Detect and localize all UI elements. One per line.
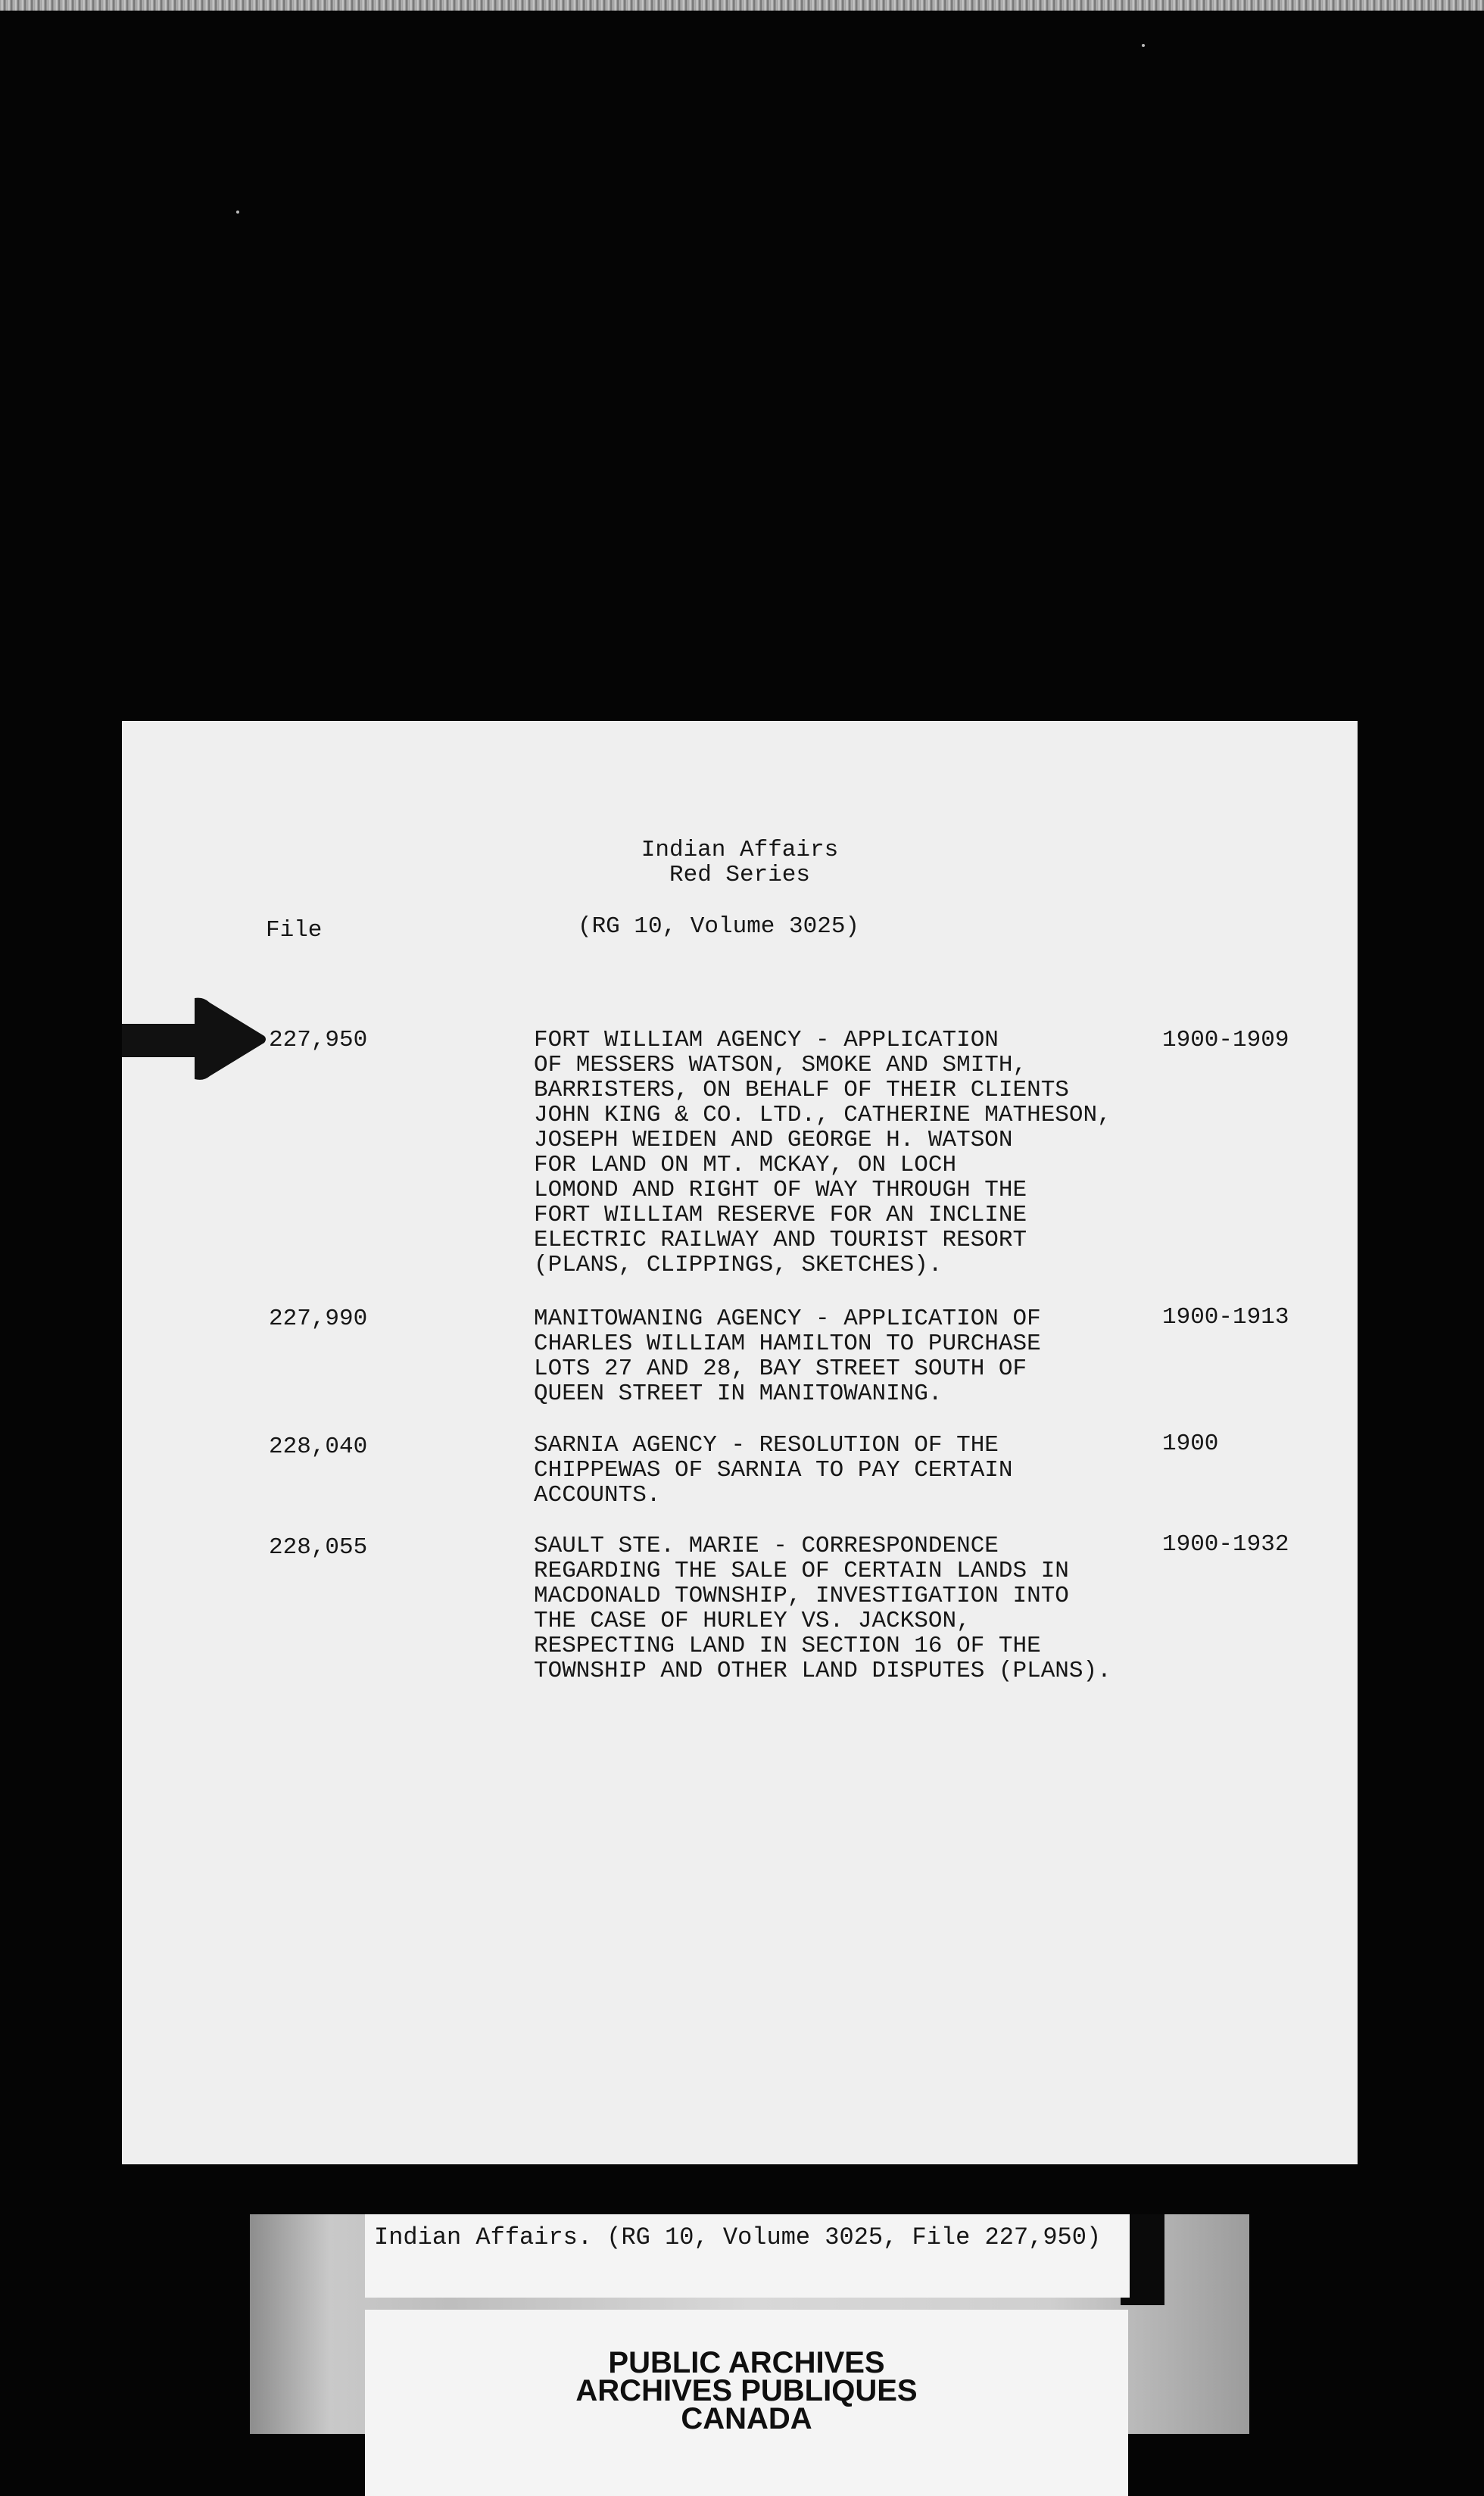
entry-line: FOR LAND ON MT. MCKAY, ON LOCH (534, 1152, 957, 1178)
date-range: 1900-1913 (1162, 1304, 1289, 1331)
file-number: 227,990 (269, 1306, 368, 1332)
date-range: 1900-1909 (1162, 1027, 1289, 1053)
entry-line: CHIPPEWAS OF SARNIA TO PAY CERTAIN (534, 1457, 1013, 1484)
entry-line: QUEEN STREET IN MANITOWANING. (534, 1381, 943, 1407)
entry-line: JOSEPH WEIDEN AND GEORGE H. WATSON (534, 1127, 1013, 1153)
film-edge (0, 0, 1484, 11)
file-column-label: File (266, 917, 323, 944)
entry-line: SAULT STE. MARIE - CORRESPONDENCE (534, 1533, 999, 1559)
arrow-right-icon (122, 992, 273, 1090)
stamp-line-country: CANADA (681, 2402, 812, 2435)
header-title: Indian Affairs (641, 837, 839, 863)
archive-slip (250, 2214, 1249, 2496)
entry-line: LOTS 27 AND 28, BAY STREET SOUTH OF (534, 1356, 1027, 1382)
entry-line: MANITOWANING AGENCY - APPLICATION OF (534, 1306, 1041, 1332)
reference-text: Indian Affairs. (RG 10, Volume 3025, File 227,950) (374, 2223, 1102, 2251)
entry-line: CHARLES WILLIAM HAMILTON TO PURCHASE (534, 1331, 1041, 1357)
file-number: 227,950 (269, 1027, 368, 1053)
entry-line: LOMOND AND RIGHT OF WAY THROUGH THE (534, 1177, 1027, 1203)
entry-line: SARNIA AGENCY - RESOLUTION OF THE (534, 1432, 999, 1459)
entry-line: BARRISTERS, ON BEHALF OF THEIR CLIENTS (534, 1077, 1069, 1103)
entry-line: RESPECTING LAND IN SECTION 16 OF THE (534, 1633, 1041, 1659)
entry-line: (PLANS, CLIPPINGS, SKETCHES). (534, 1252, 943, 1278)
header-subtitle: Red Series (669, 862, 811, 888)
entry-line: FORT WILLIAM RESERVE FOR AN INCLINE (534, 1202, 1027, 1228)
date-range: 1900-1932 (1162, 1531, 1289, 1558)
date-range: 1900 (1162, 1431, 1219, 1457)
entry-line: JOHN KING & CO. LTD., CATHERINE MATHESON, (534, 1102, 1111, 1128)
entry-line: OF MESSERS WATSON, SMOKE AND SMITH, (534, 1052, 1027, 1078)
file-number: 228,055 (269, 1534, 368, 1561)
stamp-line-english: PUBLIC ARCHIVES (608, 2346, 885, 2379)
film-speck (236, 211, 239, 214)
document-page (122, 721, 1358, 2164)
archives-stamp (365, 2310, 1128, 2496)
reference-label (365, 2214, 1130, 2298)
stamp-line-french: ARCHIVES PUBLIQUES (575, 2374, 918, 2407)
entry-line: ACCOUNTS. (534, 1482, 661, 1509)
entry-line: FORT WILLIAM AGENCY - APPLICATION (534, 1027, 999, 1053)
entry-line: THE CASE OF HURLEY VS. JACKSON, (534, 1608, 971, 1634)
entry-line: MACDONALD TOWNSHIP, INVESTIGATION INTO (534, 1583, 1069, 1609)
file-number: 228,040 (269, 1434, 368, 1460)
film-speck (1142, 44, 1145, 47)
entry-line: ELECTRIC RAILWAY AND TOURIST RESORT (534, 1227, 1027, 1253)
volume-reference: (RG 10, Volume 3025) (577, 913, 860, 940)
entry-line: TOWNSHIP AND OTHER LAND DISPUTES (PLANS). (534, 1658, 1111, 1684)
entry-line: REGARDING THE SALE OF CERTAIN LANDS IN (534, 1558, 1069, 1584)
